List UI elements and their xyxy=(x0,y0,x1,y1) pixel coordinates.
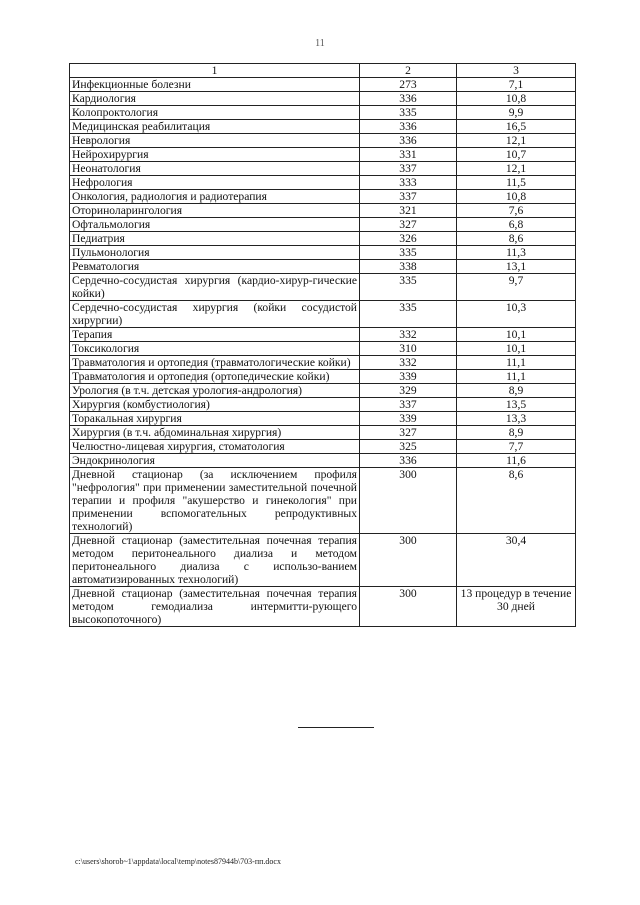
table-row xyxy=(70,454,576,468)
profile-name-cell: Ревматология xyxy=(70,260,360,274)
col3-value-cell: 11,1 xyxy=(457,356,576,370)
col2-value-cell: 337 xyxy=(360,162,457,176)
col3-value-cell: 12,1 xyxy=(457,134,576,148)
col3-value-cell: 16,5 xyxy=(457,120,576,134)
table-row xyxy=(70,384,576,398)
col2-value-cell: 339 xyxy=(360,412,457,426)
header-col-3: 3 xyxy=(457,64,576,78)
col2-value-cell: 325 xyxy=(360,440,457,454)
table-row xyxy=(70,120,576,134)
table-row xyxy=(70,92,576,106)
profile-name-cell: Челюстно-лицевая хирургия, стоматология xyxy=(70,440,360,454)
col2-value-cell: 332 xyxy=(360,356,457,370)
col3-value-cell: 7,1 xyxy=(457,78,576,92)
table-row xyxy=(70,162,576,176)
col3-value-cell: 13,5 xyxy=(457,398,576,412)
col2-value-cell: 300 xyxy=(360,534,457,587)
profile-name-cell: Пульмонология xyxy=(70,246,360,260)
table-row xyxy=(70,398,576,412)
col3-value-cell: 7,6 xyxy=(457,204,576,218)
profile-name-cell: Медицинская реабилитация xyxy=(70,120,360,134)
footer-file-path: c:\users\shorob~1\appdata\local\temp\notes87944b\703-пп.docx xyxy=(75,857,281,866)
col2-value-cell: 337 xyxy=(360,398,457,412)
table-row xyxy=(70,440,576,454)
col2-value-cell: 335 xyxy=(360,106,457,120)
col2-value-cell: 310 xyxy=(360,342,457,356)
col2-value-cell: 326 xyxy=(360,232,457,246)
table-row xyxy=(70,190,576,204)
table-row xyxy=(70,148,576,162)
col2-value-cell: 331 xyxy=(360,148,457,162)
profile-name-cell: Травматология и ортопедия (травматологические койки) xyxy=(70,356,360,370)
col3-value-cell: 11,5 xyxy=(457,176,576,190)
table-header-row xyxy=(70,64,576,78)
table-row xyxy=(70,356,576,370)
col3-value-cell: 10,7 xyxy=(457,148,576,162)
col3-value-cell: 7,7 xyxy=(457,440,576,454)
table-row xyxy=(70,106,576,120)
table-row xyxy=(70,301,576,328)
table-row xyxy=(70,78,576,92)
col3-value-cell: 8,9 xyxy=(457,426,576,440)
col3-value-cell: 8,6 xyxy=(457,232,576,246)
col3-value-cell: 8,9 xyxy=(457,384,576,398)
table-row xyxy=(70,342,576,356)
profile-name-cell: Хирургия (комбустиология) xyxy=(70,398,360,412)
col3-value-cell: 13,1 xyxy=(457,260,576,274)
col3-value-cell: 10,1 xyxy=(457,342,576,356)
profile-name-cell: Торакальная хирургия xyxy=(70,412,360,426)
col3-value-cell: 10,1 xyxy=(457,328,576,342)
col3-value-cell: 8,6 xyxy=(457,468,576,534)
col2-value-cell: 273 xyxy=(360,78,457,92)
table-row xyxy=(70,204,576,218)
col2-value-cell: 338 xyxy=(360,260,457,274)
table-row xyxy=(70,274,576,301)
table-row xyxy=(70,176,576,190)
profile-name-cell: Сердечно-сосудистая хирургия (кардио-хирур-гические койки) xyxy=(70,274,360,301)
col3-value-cell: 11,3 xyxy=(457,246,576,260)
table-row xyxy=(70,426,576,440)
col3-value-cell: 30,4 xyxy=(457,534,576,587)
col2-value-cell: 336 xyxy=(360,120,457,134)
col2-value-cell: 336 xyxy=(360,454,457,468)
col3-value-cell: 9,7 xyxy=(457,274,576,301)
profile-name-cell: Неонатология xyxy=(70,162,360,176)
col3-value-cell: 9,9 xyxy=(457,106,576,120)
col3-value-cell: 13,3 xyxy=(457,412,576,426)
profile-name-cell: Эндокринология xyxy=(70,454,360,468)
col3-value-cell: 10,8 xyxy=(457,92,576,106)
col3-value-cell: 13 процедур в течение 30 дней xyxy=(457,587,576,627)
profile-name-cell: Онкология, радиология и радиотерапия xyxy=(70,190,360,204)
profile-name-cell: Хирургия (в т.ч. абдоминальная хирургия) xyxy=(70,426,360,440)
profile-name-cell: Колопроктология xyxy=(70,106,360,120)
table-row xyxy=(70,587,576,627)
profile-name-cell: Дневной стационар (заместительная почечная терапия методом гемодиализа интермитти-рующего высокопоточного) xyxy=(70,587,360,627)
col2-value-cell: 332 xyxy=(360,328,457,342)
col2-value-cell: 335 xyxy=(360,246,457,260)
table-row xyxy=(70,412,576,426)
col3-value-cell: 11,6 xyxy=(457,454,576,468)
profile-name-cell: Урология (в т.ч. детская урология-андрология) xyxy=(70,384,360,398)
table-row xyxy=(70,134,576,148)
col2-value-cell: 336 xyxy=(360,92,457,106)
col3-value-cell: 11,1 xyxy=(457,370,576,384)
profile-name-cell: Офтальмология xyxy=(70,218,360,232)
col3-value-cell: 12,1 xyxy=(457,162,576,176)
col2-value-cell: 335 xyxy=(360,301,457,328)
col2-value-cell: 321 xyxy=(360,204,457,218)
profile-name-cell: Неврология xyxy=(70,134,360,148)
header-col-2: 2 xyxy=(360,64,457,78)
profile-name-cell: Нефрология xyxy=(70,176,360,190)
col2-value-cell: 336 xyxy=(360,134,457,148)
end-separator-line xyxy=(298,727,374,728)
col2-value-cell: 339 xyxy=(360,370,457,384)
table-row xyxy=(70,232,576,246)
col2-value-cell: 333 xyxy=(360,176,457,190)
profile-name-cell: Дневной стационар (за исключением профиля "нефрология" при применении заместительной почечной терапии и профиля "акушерство и гинекология" при применении вспомогательных репродуктивных технологий) xyxy=(70,468,360,534)
table-row xyxy=(70,328,576,342)
col2-value-cell: 327 xyxy=(360,426,457,440)
col3-value-cell: 6,8 xyxy=(457,218,576,232)
table-row xyxy=(70,218,576,232)
col2-value-cell: 327 xyxy=(360,218,457,232)
table-row xyxy=(70,534,576,587)
profile-name-cell: Кардиология xyxy=(70,92,360,106)
profile-name-cell: Педиатрия xyxy=(70,232,360,246)
col2-value-cell: 300 xyxy=(360,468,457,534)
table-row xyxy=(70,370,576,384)
profile-name-cell: Сердечно-сосудистая хирургия (койки сосудистой хирургии) xyxy=(70,301,360,328)
profile-name-cell: Дневной стационар (заместительная почечная терапия методом перитонеального диализа и методом перитонеального диализа с использо-ванием автоматизированных технологий) xyxy=(70,534,360,587)
norms-table xyxy=(69,63,576,627)
header-col-1: 1 xyxy=(70,64,360,78)
profile-name-cell: Токсикология xyxy=(70,342,360,356)
table-row xyxy=(70,468,576,534)
col2-value-cell: 300 xyxy=(360,587,457,627)
table-row xyxy=(70,246,576,260)
col3-value-cell: 10,3 xyxy=(457,301,576,328)
page-number: 11 xyxy=(315,38,325,49)
profile-name-cell: Оториноларингология xyxy=(70,204,360,218)
col2-value-cell: 335 xyxy=(360,274,457,301)
col3-value-cell: 10,8 xyxy=(457,190,576,204)
col2-value-cell: 337 xyxy=(360,190,457,204)
profile-name-cell: Инфекционные болезни xyxy=(70,78,360,92)
profile-name-cell: Терапия xyxy=(70,328,360,342)
col2-value-cell: 329 xyxy=(360,384,457,398)
profile-name-cell: Нейрохирургия xyxy=(70,148,360,162)
table-row xyxy=(70,260,576,274)
profile-name-cell: Травматология и ортопедия (ортопедические койки) xyxy=(70,370,360,384)
